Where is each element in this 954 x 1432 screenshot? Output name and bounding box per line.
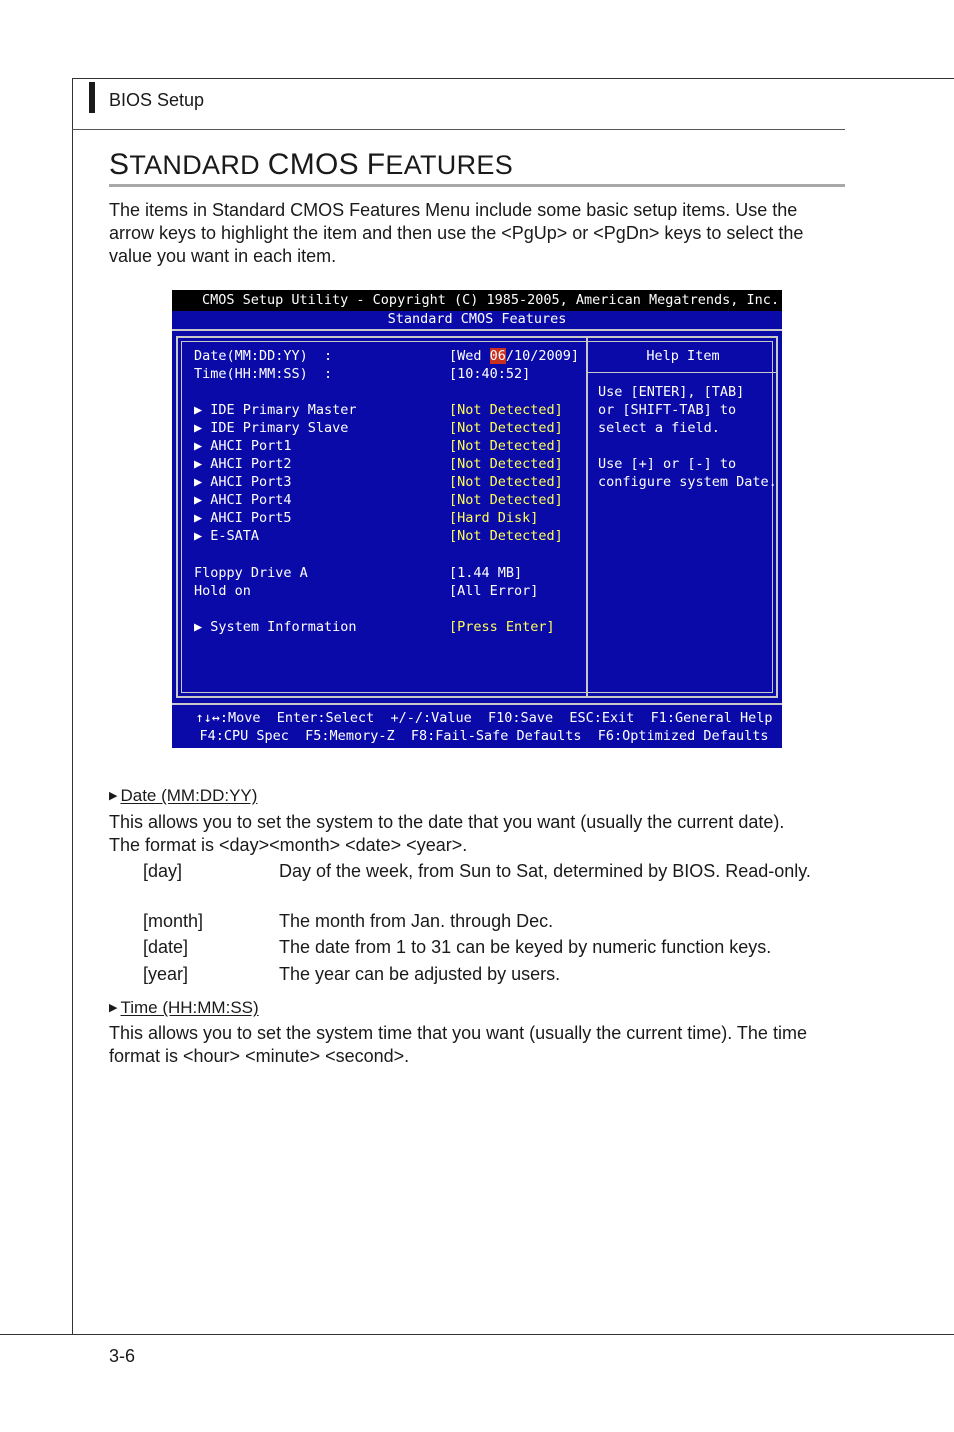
bios-item-value[interactable]: [1.44 MB] <box>449 565 523 581</box>
time-description <box>109 1022 845 1068</box>
header-rule <box>72 129 845 130</box>
intro-line: value you want in each item. <box>109 246 337 266</box>
bios-item-value: [Not Detected] <box>449 456 563 472</box>
def-term: [day] <box>143 861 183 881</box>
bios-item-value[interactable]: [All Error] <box>449 583 539 599</box>
intro-paragraph <box>109 199 845 268</box>
bios-item-ide-primary-master[interactable]: ▶ IDE Primary Master <box>194 402 357 418</box>
bios-item-value: [Not Detected] <box>449 528 563 544</box>
def-desc: Day of the week, from Sun to Sat, determined by BIOS. Read-only. <box>279 861 811 881</box>
bios-item-ide-primary-slave[interactable]: ▶ IDE Primary Slave <box>194 420 349 436</box>
bios-help-title: Help Item <box>646 348 720 364</box>
bios-footer-keys-2: F4:CPU Spec F5:Memory-Z F8:Fail-Safe Defaults F6:Optimized Defaults <box>199 728 769 744</box>
bios-column-separator <box>586 336 588 698</box>
bios-item-value: [Not Detected] <box>449 492 563 508</box>
bios-item-date-value[interactable]: [Wed 06/10/2009] <box>449 348 580 364</box>
bios-item-value: [Press Enter] <box>449 619 555 635</box>
page-footer-rule <box>0 1334 954 1335</box>
bios-item-ahci-port1[interactable]: ▶ AHCI Port1 <box>194 438 292 454</box>
def-row-day <box>143 860 845 906</box>
def-desc: The year can be adjusted by users. <box>279 964 561 984</box>
time-section-heading: ▶ Time (HH:MM:SS) <box>109 998 259 1017</box>
bios-item-value: [Not Detected] <box>449 438 563 454</box>
bios-date-cursor: 06 <box>489 348 506 364</box>
title-underline <box>109 184 845 187</box>
def-desc: The month from Jan. through Dec. <box>279 911 554 931</box>
bios-item-value: [Not Detected] <box>449 420 563 436</box>
header-marker-bar <box>89 82 95 113</box>
date-desc-line: The format is <day><month> <date> <year>. <box>109 835 468 855</box>
bios-help-line: select a field. <box>598 420 720 436</box>
bios-footer-rule <box>172 703 782 705</box>
date-desc-line: This allows you to set the system to the date that you want (usually the current date). <box>109 812 785 832</box>
bios-item-ahci-port5[interactable]: ▶ AHCI Port5 <box>194 510 292 526</box>
bullet-triangle-icon: ▶ <box>109 1002 118 1014</box>
def-term: [date] <box>143 937 189 957</box>
bios-footer-keys-1: ↑↓↔:Move Enter:Select +/-/:Value F10:Save ESC:Exit F1:General Help <box>195 710 773 726</box>
page-number: 3-6 <box>109 1346 136 1366</box>
bios-item-e-sata[interactable]: ▶ E-SATA <box>194 528 260 544</box>
time-desc-line: format is <hour> <minute> <second>. <box>109 1046 410 1066</box>
bios-item-floppy-drive-a[interactable]: Floppy Drive A <box>194 565 308 581</box>
def-term: [month] <box>143 911 204 931</box>
bios-item-value: [Hard Disk] <box>449 510 539 526</box>
intro-line: arrow keys to highlight the item and then use the <PgUp> or <PgDn> keys to select the <box>109 223 804 243</box>
bios-item-hold-on[interactable]: Hold on <box>194 583 251 599</box>
bios-item-system-information[interactable]: ▶ System Information <box>194 619 357 635</box>
bios-item-ahci-port2[interactable]: ▶ AHCI Port2 <box>194 456 292 472</box>
bios-item-ahci-port4[interactable]: ▶ AHCI Port4 <box>194 492 292 508</box>
page-frame-top-line <box>72 78 954 79</box>
bios-help-line: or [SHIFT-TAB] to <box>598 402 737 418</box>
bios-title: CMOS Setup Utility - Copyright (C) 1985-2005, American Megatrends, Inc. <box>202 292 780 308</box>
time-desc-line: This allows you to set the system time that you want (usually the current time). The time <box>109 1023 807 1043</box>
date-description <box>109 811 845 857</box>
bios-item-value: [Not Detected] <box>449 402 563 418</box>
bios-title-rule <box>172 329 782 331</box>
bios-help-rule <box>588 372 778 373</box>
bios-screen <box>172 290 782 748</box>
date-section-heading: ▶ Date (MM:DD:YY) <box>109 786 258 805</box>
bios-help-line: configure system Date. <box>598 474 777 490</box>
bios-help-line: Use [+] or [-] to <box>598 456 737 472</box>
page-frame-left-line <box>72 78 73 1334</box>
def-term: [year] <box>143 964 189 984</box>
page-title: STANDARD CMOS FEATURES <box>109 148 514 181</box>
bios-help-line: Use [ENTER], [TAB] <box>598 384 745 400</box>
bios-item-time-label[interactable]: Time(HH:MM:SS) : <box>194 366 333 382</box>
bios-item-time-value[interactable]: [10:40:52] <box>449 366 531 382</box>
bios-item-value: [Not Detected] <box>449 474 563 490</box>
intro-line: The items in Standard CMOS Features Menu include some basic setup items. Use the <box>109 200 798 220</box>
bios-subtitle: Standard CMOS Features <box>387 311 567 327</box>
bios-item-date-label[interactable]: Date(MM:DD:YY) : <box>194 348 333 364</box>
bullet-triangle-icon: ▶ <box>109 790 118 802</box>
bios-item-ahci-port3[interactable]: ▶ AHCI Port3 <box>194 474 292 490</box>
header-section-label: BIOS Setup <box>109 90 205 110</box>
def-desc: The date from 1 to 31 can be keyed by numeric function keys. <box>279 937 772 957</box>
